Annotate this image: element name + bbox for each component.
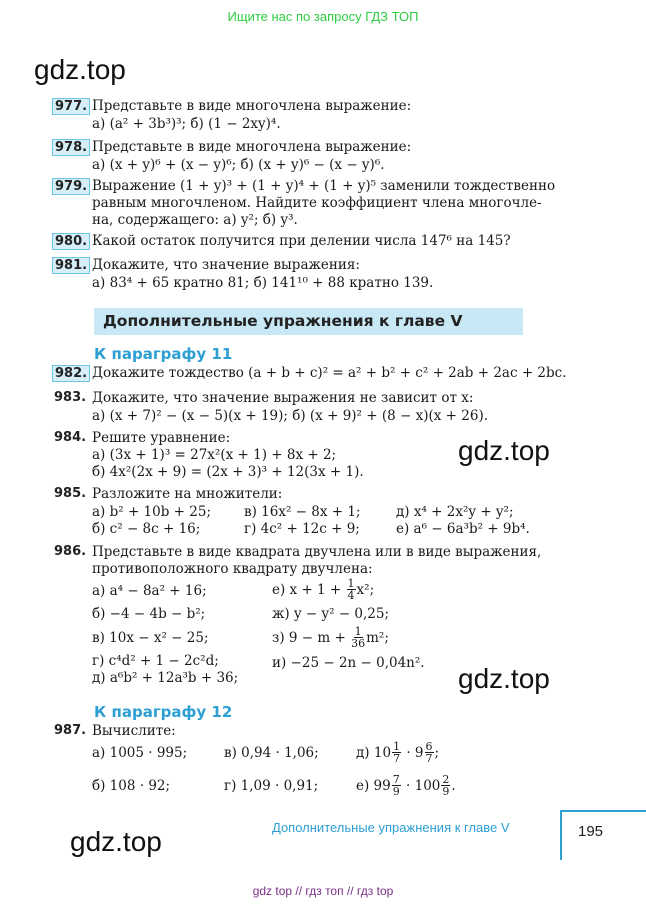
footer-rule: [560, 810, 562, 860]
problem-text: Докажите, что значение выражения не зависит от x:: [92, 390, 474, 406]
page-number: 195: [578, 823, 604, 840]
top-banner: Ищите нас по запросу ГДЗ ТОП: [227, 9, 419, 24]
problem-number: 982.: [52, 365, 90, 382]
problem-text: Решите уравнение:: [92, 430, 231, 446]
paragraph-heading: К параграфу 12: [94, 703, 233, 721]
sub-item: г) c⁴d² + 1 − 2c²d;: [92, 653, 219, 669]
section-header: [94, 308, 523, 335]
sub-item: г) 1,09 · 0,91;: [224, 778, 319, 794]
footer-rule: [560, 810, 646, 812]
problem-text: равным многочленом. Найдите коэффициент члена многочле-: [92, 195, 542, 211]
problem-text: противоположного квадрату двучлена:: [92, 561, 373, 577]
problem-text: Представьте в виде многочлена выражение:: [92, 139, 412, 155]
problem-number: 983.: [54, 390, 87, 405]
sub-item: е) 99 7 9 · 100 2 9 .: [356, 773, 456, 798]
sub-item: в) 10x − x² − 25;: [92, 630, 209, 646]
sub-item: б) −4 − 4b − b²;: [92, 606, 206, 622]
problem-text: Разложите на множители:: [92, 486, 283, 502]
fraction: 1 7: [393, 740, 401, 765]
problem-number: 980.: [52, 233, 90, 250]
fraction: 7 9: [392, 773, 400, 798]
watermark: gdz.top: [70, 826, 162, 857]
problem-number: 987.: [54, 723, 87, 738]
problem-text: Представьте в виде квадрата двучлена или в виде выражения,: [92, 544, 542, 560]
problem-text: б) 4x²(2x + 9) = (2x + 3)³ + 12(3x + 1).: [92, 464, 364, 480]
sub-item: и) −25 − 2n − 0,04n².: [272, 655, 425, 671]
sub-item: в) 0,94 · 1,06;: [224, 745, 319, 761]
problem-text: а) (x + 7)² − (x − 5)(x + 19); б) (x + 9)² + (8 − x)(x + 26).: [92, 408, 488, 424]
problem-number: 979.: [52, 178, 90, 195]
sub-item: г) 4c² + 12c + 9;: [244, 521, 360, 537]
watermark: gdz.top: [458, 663, 550, 694]
problem-number: 977.: [52, 98, 90, 115]
sub-item: а) b² + 10b + 25;: [92, 504, 211, 520]
sub-item: а) a⁴ − 8a² + 16;: [92, 583, 207, 599]
problem-text: на, содержащего: а) y²; б) y³.: [92, 212, 298, 228]
problem-number: 984.: [54, 430, 87, 445]
section-title: Дополнительные упражнения к главе V: [103, 312, 463, 330]
problem-number: 985.: [54, 486, 87, 501]
sub-item: д) 10 1 7 · 9 6 7 ;: [356, 740, 440, 765]
problem-text: а) (x + y)⁶ + (x − y)⁶; б) (x + y)⁶ − (x − y)⁶.: [92, 157, 385, 173]
problem-number: 981.: [52, 257, 90, 274]
sub-item: в) 16x² − 8x + 1;: [244, 504, 361, 520]
sub-item: е) a⁶ − 6a³b² + 9b⁴.: [396, 521, 530, 537]
fraction: $\frac{1}{4}$: [347, 577, 355, 602]
problem-text: Вычислите:: [92, 723, 176, 739]
problem-text: а) (3x + 1)³ = 27x²(x + 1) + 8x + 2;: [92, 447, 337, 463]
problem-text: Представьте в виде многочлена выражение:: [92, 98, 412, 114]
watermark: gdz.top: [34, 54, 126, 85]
sub-item: з) 9 − m + $\frac{1}{36}$ m²;: [272, 625, 389, 650]
fraction: 2 9: [442, 773, 450, 798]
problem-text: Выражение (1 + y)³ + (1 + y)⁴ + (1 + y)⁵ заменили тождественно: [92, 178, 556, 194]
problem-number: 978.: [52, 139, 90, 156]
bottom-banner: gdz top // гдз топ // гдз top: [252, 884, 394, 898]
sub-item: а) 1005 · 995;: [92, 745, 188, 761]
sub-item: б) c² − 8c + 16;: [92, 521, 201, 537]
fraction: $\frac{1}{36}$: [351, 625, 366, 650]
problem-number: 986.: [54, 544, 87, 559]
paragraph-heading: К параграфу 11: [94, 345, 233, 363]
problem-text: а) 83⁴ + 65 кратно 81; б) 141¹⁰ + 88 кратно 139.: [92, 275, 434, 291]
problem-text: Докажите, что значение выражения:: [92, 257, 360, 273]
fraction: 6 7: [425, 740, 433, 765]
footer-title: Дополнительные упражнения к главе V: [272, 820, 510, 835]
problem-text: Докажите тождество (a + b + c)² = a² + b² + c² + 2ab + 2ac + 2bc.: [92, 365, 567, 381]
sub-item: ж) y − y² − 0,25;: [272, 606, 390, 622]
sub-item: е) x + 1 + $\frac{1}{4}$ x²;: [272, 577, 375, 602]
sub-item: б) 108 · 92;: [92, 778, 171, 794]
problem-text: Какой остаток получится при делении числа 147⁶ на 145?: [92, 233, 511, 249]
sub-item: д) a⁶b² + 12a³b + 36;: [92, 670, 239, 686]
problem-text: а) (a² + 3b³)³; б) (1 − 2xy)⁴.: [92, 116, 281, 132]
sub-item: д) x⁴ + 2x²y + y²;: [396, 504, 514, 520]
watermark: gdz.top: [458, 435, 550, 466]
